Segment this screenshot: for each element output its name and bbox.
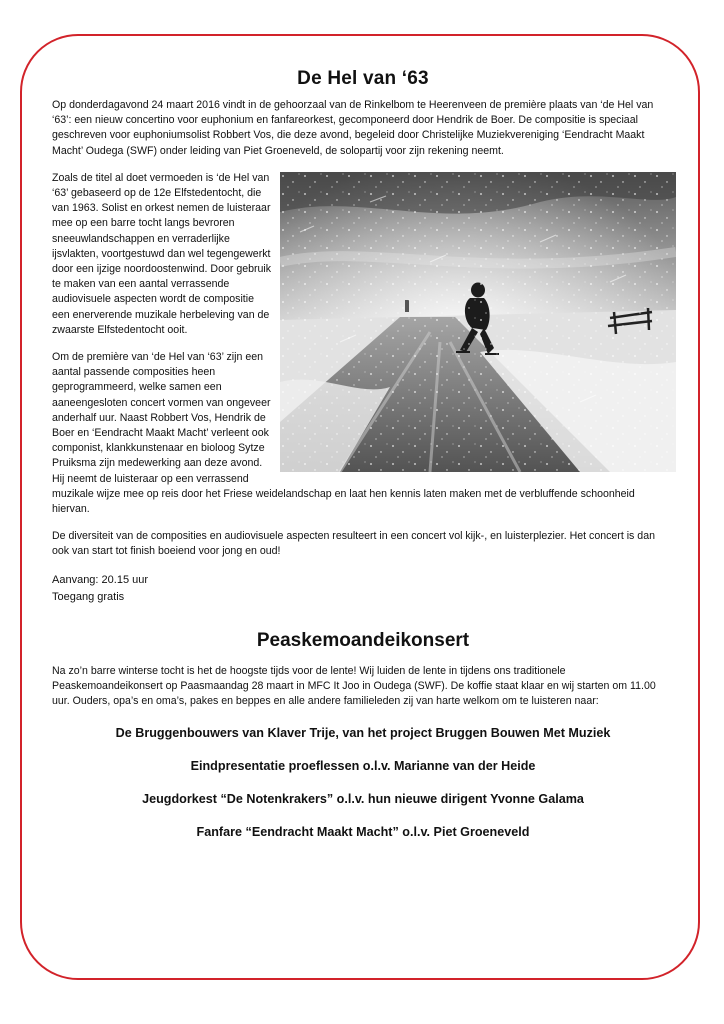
article-paragraph-3: Om de première van ‘de Hel van ‘63’ zijn een aantal passende composities heen geprogrammeerd, welke samen een aaneengesloten concert vormen van ongeveer anderhalf uur. Naast Robbert Vos, Hendrik de Boer en ‘Eendracht Maakt Macht’ verleent ook componist, klankkunstenaar en bioloog Sytze Pruiksma zijn medewerking aan deze avond. Hij neemt de luisteraar op een verrassend muzikale wijze mee op reis door het Friese weidelandschap en laat hen kennis laten maken met de verbluffende schoonheid hiervan.	[52, 351, 635, 516]
performer-item: Jeugdorkest “De Notenkrakers” o.l.v. hun nieuwe dirigent Yvonne Galama	[142, 792, 584, 807]
performer-list	[52, 725, 674, 840]
article-title-peaskemoandeikonsert: Peaskemoandeikonsert	[256, 629, 470, 651]
article-title-hel-van-63: De Hel van ‘63	[297, 68, 429, 89]
article-paragraph-4: De diversiteit van de composities en audiovisuele aspecten resulteert in een concert vol kijk-, en luisterplezier. Het concert is dan ook van start tot finish boeiend voor jong en oud!	[52, 530, 655, 558]
newsletter-content	[52, 68, 674, 857]
event-info	[52, 572, 674, 606]
entry-text: Toegang gratis	[52, 590, 125, 603]
article-paragraph-2: Zoals de titel al doet vermoeden is ‘de Hel van ‘63’ gebaseerd op de 12e Elfstedentocht, die van 1963. Solist en orkest nemen de luisteraar mee op een barre tocht langs bevroren sneeuwlandschappen en verraderlijke ijsvlakten, voortgestuwd dan wel tegengewerkt door een ijzige noordoostenwind. Door gebruik te maken van een aantal verrassende audiovisuele aspecten wordt de compositie een enerverende muzikale herbeleving van de zwaarste Elfstedentocht ooit.	[52, 171, 272, 336]
article2-intro-paragraph: Na zo’n barre winterse tocht is het de hoogste tijds voor de lente! Wij luiden de lente in tijdens ons traditionele Peaskemoandeikonsert op Paasmaandag 28 maart in MFC It Joo in Oudega (SWF). De koffie staat klaar en wij starten om 11.00 uur. Ouders, opa’s en oma’s, pakes en beppes en alle andere familieleden zij van harte welkom om te luisteren naar:	[52, 664, 656, 708]
start-time-text: Aanvang: 20.15 uur	[52, 573, 149, 586]
performer-item: Eindpresentatie proeflessen o.l.v. Marianne van der Heide	[190, 759, 536, 774]
performer-item: Fanfare “Eendracht Maakt Macht” o.l.v. Piet Groeneveld	[196, 825, 530, 840]
article-intro-paragraph: Op donderdagavond 24 maart 2016 vindt in de gehoorzaal van de Rinkelbom te Heerenveen de première plaats van ‘de Hel van ‘63’: een nieuw concertino voor euphonium en fanfareorkest, gecomponeerd door Hendrik de Boer. De compositie is speciaal geschreven voor euphoniumsolist Robbert Vos, die deze avond, begeleid door Christelijke Muziekvereniging ‘Eendracht Maakt Macht’ Oudega (SWF) onder leiding van Piet Groeneveld, de solopartij voor zijn rekening neemt.	[52, 99, 654, 157]
skater-in-snowstorm-photo	[280, 172, 676, 472]
article-body-with-photo	[52, 171, 674, 517]
performer-item: De Bruggenbouwers van Klaver Trije, van het project Bruggen Bouwen Met Muziek	[115, 726, 611, 741]
